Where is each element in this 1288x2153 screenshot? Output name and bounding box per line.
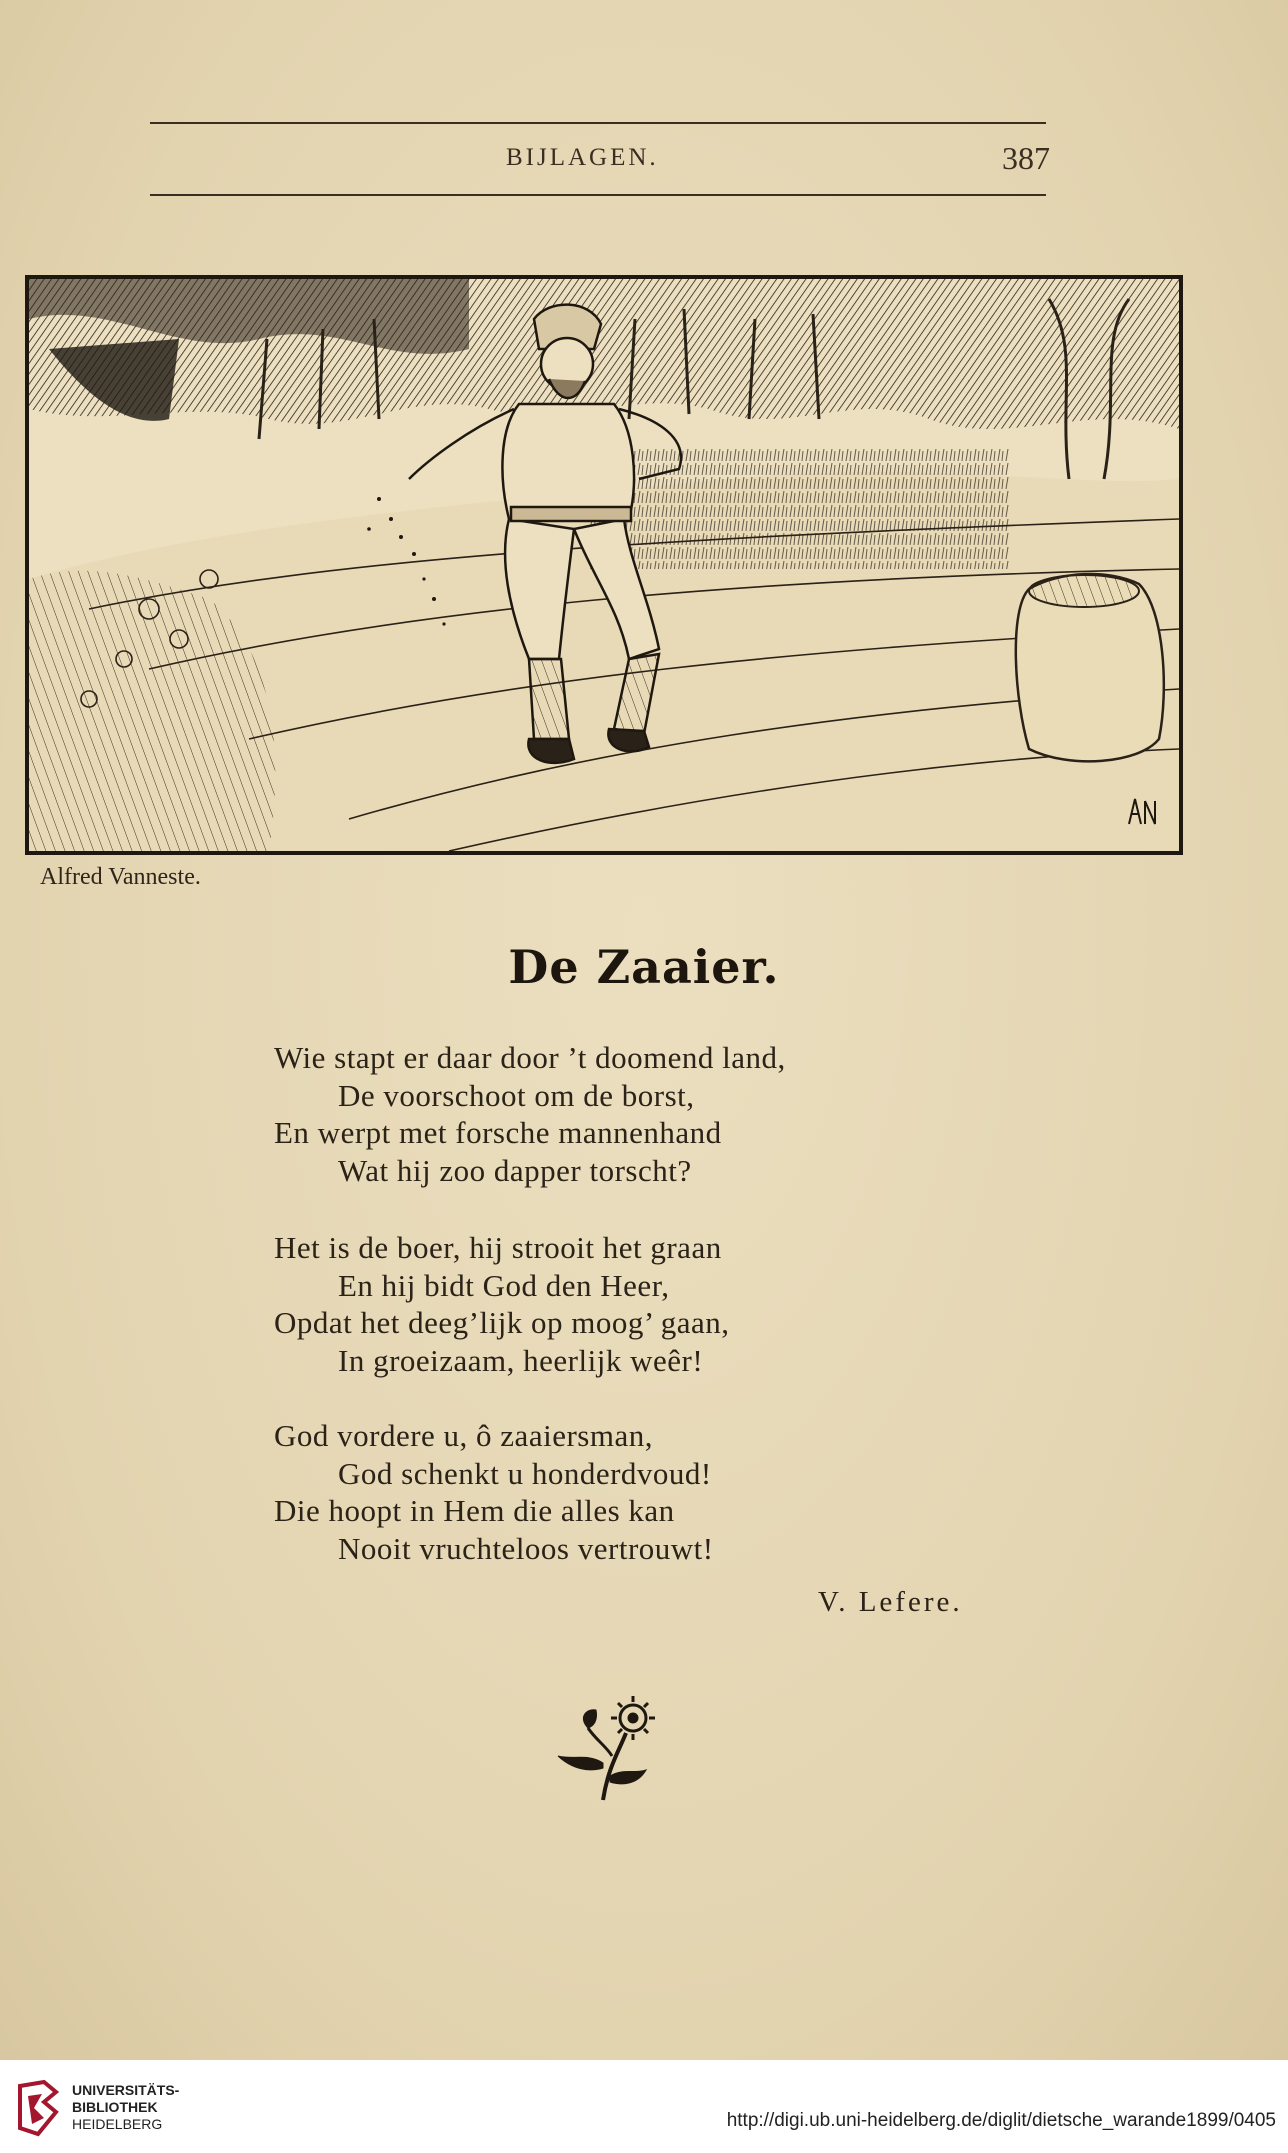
- institution-name: [72, 2082, 179, 2133]
- institution-line: HEIDELBERG: [72, 2116, 163, 2132]
- poem-line: Wie stapt er daar door ’t doomend land,: [274, 1040, 786, 1075]
- poem-line: Wat hij zoo dapper torscht?: [338, 1153, 692, 1188]
- flower-ornament-icon: [548, 1688, 663, 1807]
- poem-line: Die hoopt in Hem die alles kan: [274, 1493, 675, 1528]
- illustration-caption: Alfred Vanneste.: [40, 864, 201, 890]
- university-logo-icon: [14, 2078, 62, 2142]
- poem-author: V. Lefere.: [818, 1586, 963, 1618]
- running-header: BIJLAGEN.: [506, 144, 659, 171]
- institution-line: UNIVERSITÄTS-: [72, 2082, 180, 2098]
- page-number: 387: [1002, 140, 1050, 176]
- header-bottom-rule: [150, 194, 1046, 196]
- poem-line: Nooit vruchteloos vertrouwt!: [338, 1531, 714, 1566]
- poem-line: En werpt met forsche mannenhand: [274, 1115, 722, 1150]
- poem-line: God vordere u, ô zaaiersman,: [274, 1418, 653, 1453]
- source-url-link[interactable]: http://digi.ub.uni-heidelberg.de/diglit/dietsche_warande1899/0405: [726, 2110, 1276, 2131]
- poem-line: Opdat het deeg’lijk op moog’ gaan,: [274, 1305, 730, 1340]
- engraving-drawing: [29, 279, 1179, 851]
- institution-line: BIBLIOTHEK: [72, 2099, 158, 2115]
- sower-illustration: [25, 275, 1183, 855]
- poem-line: In groeizaam, heerlijk weêr!: [338, 1343, 704, 1378]
- header-top-rule: [150, 122, 1046, 124]
- poem-line: En hij bidt God den Heer,: [338, 1268, 670, 1303]
- poem-line: God schenkt u honderdvoud!: [338, 1456, 712, 1491]
- poem-title: De Zaaier.: [508, 940, 780, 994]
- poem-line: De voorschoot om de borst,: [338, 1078, 695, 1113]
- poem-line: Het is de boer, hij strooit het graan: [274, 1230, 722, 1265]
- footer-bar: [0, 2060, 1288, 2153]
